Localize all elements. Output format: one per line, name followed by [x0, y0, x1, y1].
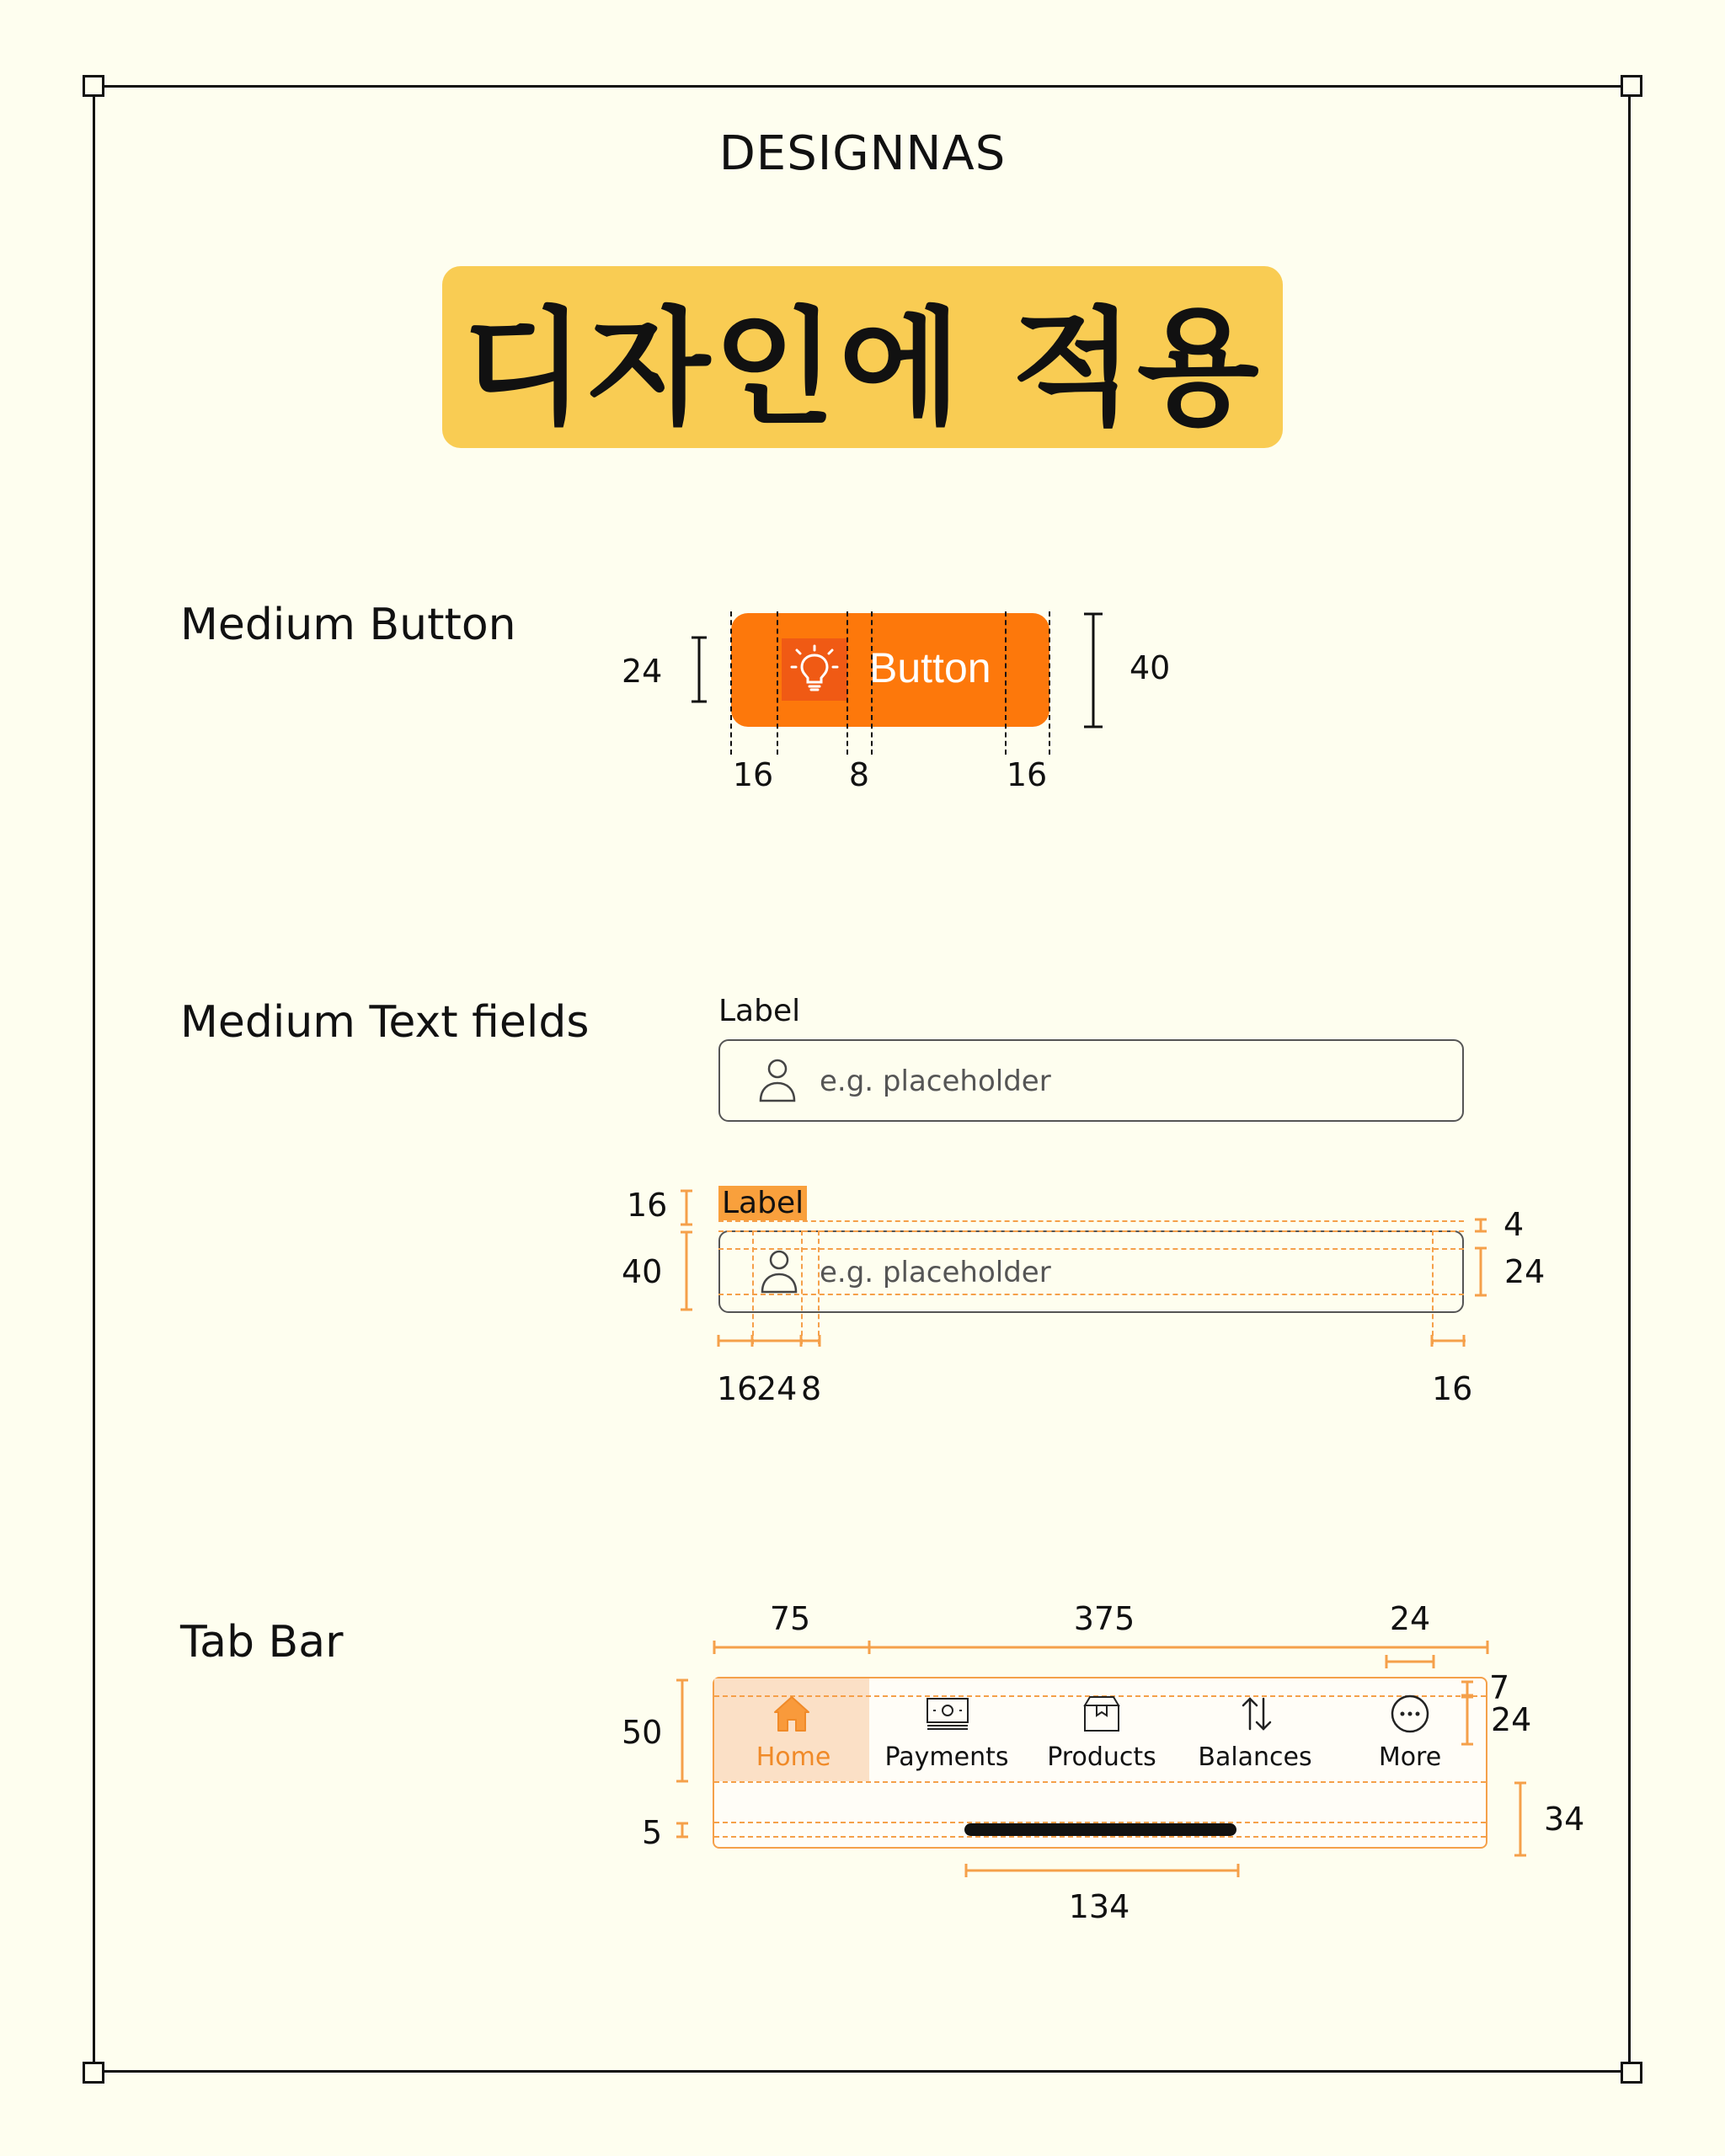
dimension-bracket — [678, 1189, 695, 1226]
section-heading-tabbar: Tab Bar — [180, 1617, 344, 1668]
dimension-label: 375 — [1073, 1600, 1135, 1637]
guide-line — [1432, 1230, 1434, 1344]
field-label: Label — [718, 994, 801, 1028]
more-icon — [1388, 1692, 1432, 1736]
dimension-bracket — [717, 1332, 822, 1349]
guide-line — [1005, 611, 1007, 755]
dimension-label: 34 — [1544, 1801, 1585, 1838]
guide-line — [777, 611, 778, 755]
dimension-label: 75 — [769, 1600, 811, 1637]
dimension-bracket — [1472, 1246, 1489, 1297]
dimension-label: 8 — [848, 756, 870, 793]
resize-handle-bottom-left[interactable] — [83, 2062, 104, 2084]
user-icon — [756, 1057, 798, 1104]
dimension-bracket — [1385, 1652, 1435, 1671]
products-icon — [1080, 1692, 1124, 1736]
guide-line — [1049, 611, 1050, 755]
dimension-label: 8 — [801, 1370, 822, 1407]
dimension-bracket — [1081, 612, 1106, 728]
button-label: Button — [869, 644, 991, 691]
dimension-bracket — [678, 1230, 695, 1311]
dimension-bracket — [1430, 1332, 1467, 1349]
dimension-label: 134 — [1068, 1888, 1130, 1925]
dimension-bracket — [1512, 1781, 1529, 1857]
placeholder-text: e.g. placeholder — [820, 1065, 1051, 1098]
dimension-label: 16 — [627, 1187, 668, 1224]
title-banner — [442, 266, 1283, 448]
guide-line — [846, 611, 848, 755]
dimension-label: 16 — [732, 756, 774, 793]
guide-line — [818, 1230, 820, 1344]
tab-label-home: Home — [756, 1742, 831, 1772]
home-indicator[interactable] — [964, 1823, 1236, 1836]
guide-line — [714, 1836, 1486, 1838]
dimension-label: 16 — [1432, 1370, 1473, 1407]
guide-line — [801, 1230, 803, 1344]
resize-handle-bottom-right[interactable] — [1621, 2062, 1642, 2084]
guide-line — [718, 1230, 1464, 1232]
tab-label-more: More — [1378, 1742, 1442, 1772]
dimension-bracket — [964, 1861, 1240, 1880]
guide-line — [718, 1220, 1464, 1222]
payments-icon — [925, 1694, 970, 1734]
tab-label-balances: Balances — [1198, 1742, 1312, 1772]
dimension-bracket — [674, 1678, 691, 1783]
guide-line — [714, 1781, 1486, 1783]
guide-line — [730, 611, 732, 755]
tab-label-payments: Payments — [884, 1742, 1009, 1772]
dimension-label: 7 — [1489, 1669, 1510, 1706]
resize-handle-top-left[interactable] — [83, 75, 104, 97]
home-icon — [770, 1692, 814, 1736]
dimension-bracket — [713, 1637, 1491, 1662]
section-heading-button: Medium Button — [180, 600, 516, 650]
dimension-label: 4 — [1503, 1206, 1525, 1243]
dimension-label: 24 — [756, 1370, 798, 1407]
dimension-label: 40 — [622, 1253, 663, 1290]
dimension-bracket — [1459, 1680, 1476, 1697]
dimension-label: 24 — [1504, 1253, 1546, 1290]
guide-line — [871, 611, 873, 755]
balances-icon — [1235, 1692, 1279, 1736]
dimension-label: 24 — [1491, 1701, 1532, 1738]
dimension-label: 16 — [717, 1370, 758, 1407]
dimension-label: 50 — [622, 1714, 663, 1751]
tab-label-products: Products — [1047, 1742, 1156, 1772]
section-heading-textfields: Medium Text fields — [180, 997, 590, 1048]
user-icon — [758, 1248, 800, 1295]
brand-name: DESIGNNAS — [718, 126, 1007, 181]
dimension-label: 24 — [1389, 1600, 1431, 1637]
guide-line — [718, 1248, 1464, 1250]
dimension-bracket — [1459, 1695, 1476, 1746]
dimension-label: 5 — [642, 1814, 663, 1851]
dimension-bracket — [686, 636, 712, 703]
page-title: 디자인에 적용 — [462, 296, 1263, 442]
dimension-label: 16 — [1006, 756, 1048, 793]
lightbulb-icon — [787, 642, 842, 697]
dimension-bracket — [674, 1822, 691, 1838]
resize-handle-top-right[interactable] — [1621, 75, 1642, 97]
placeholder-text: e.g. placeholder — [820, 1256, 1051, 1289]
guide-line — [718, 1294, 1464, 1295]
dimension-label: 40 — [1130, 649, 1171, 686]
dimension-label: 24 — [622, 653, 663, 690]
dimension-bracket — [1472, 1218, 1489, 1233]
guide-line — [752, 1230, 754, 1344]
field-label-annotated: Label — [718, 1186, 807, 1220]
